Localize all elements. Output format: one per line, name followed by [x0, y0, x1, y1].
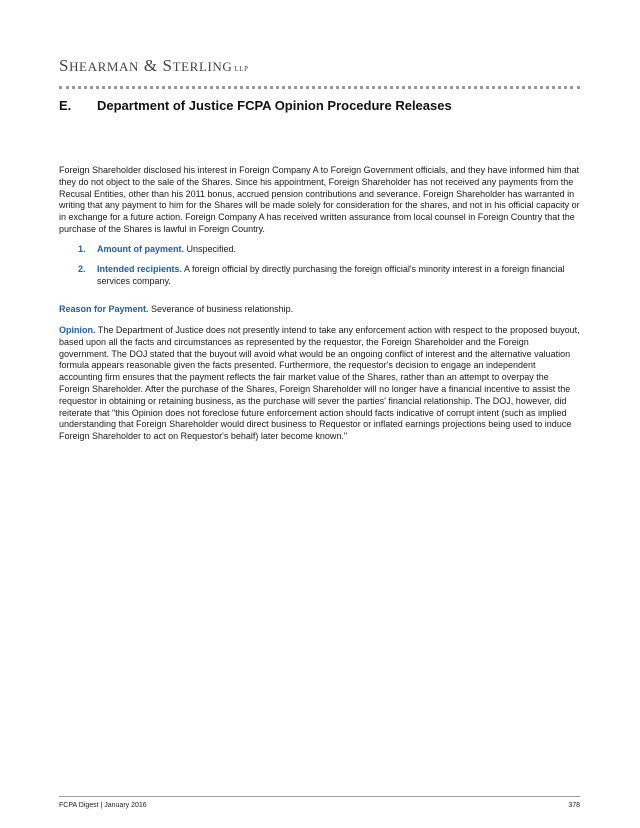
- section-letter: E.: [59, 98, 72, 113]
- section-heading: [59, 98, 580, 113]
- intro-paragraph: Foreign Shareholder disclosed his interest in Foreign Company A to Foreign Government officials, and they have informed him that they do not object to the sale of the Shares. Since his appointment, Foreign Shareholder has not received any payments from the Recusal Entities, other than his 2011 bonus, accrued pension contributions and severance. Foreign Shareholder has warranted in writing that any payment to him for the Shares will be made solely for consideration for the shares, and not in his official capacity or in exchange for a future action. Foreign Company A has received written assurance from local counsel in Foreign Country that the purchase of the Shares is lawful in Foreign Country.: [59, 165, 580, 234]
- logo-ampersand: &: [139, 56, 163, 75]
- reason-text: Severance of business relationship.: [148, 304, 294, 314]
- footer-publication: FCPA Digest | January 2016: [59, 802, 147, 809]
- opinion-label: Opinion.: [59, 325, 96, 335]
- logo-text: TERLING: [172, 59, 233, 74]
- footer-divider: [59, 796, 580, 797]
- opinion-paragraph: [59, 325, 580, 443]
- page-number: 378: [568, 802, 580, 809]
- opinion-text: The Department of Justice does not presently intend to take any enforcement action with respect to the proposed buyout, based upon all the facts and circumstances as represented by the requestor, the Foreign Shareholder and the Foreign government. The DOJ stated that the buyout will avoid what would be an ongoing conflict of interest and the alternative valuation formula appears reasonable given the facts presented. Furthermore, the requestor's decision to engage an independent accounting firm ensures that the payment reflects the fair market value of the Shares, rather than an attempt to overpay the Foreign Shareholder. After the purchase of the Shares, Foreign Shareholder will no longer have a financial incentive to assist the requestor in obtaining or retaining business, as the purchase will sever the parties' financial relationship. The DOJ, however, did reiterate that "this Opinion does not foreclose future enforcement action should facts indicative of corrupt intent (such as implied understanding that Foreign Shareholder would direct business to Requestor or inflated earnings projections being used to induce Foreign Shareholder to act on Requestor's behalf) later become known.": [59, 325, 580, 442]
- list-item-text: A foreign official by directly purchasing the foreign official's minority interest in a foreign financial services company.: [97, 263, 565, 286]
- firm-logo: [59, 56, 249, 76]
- header-divider: [59, 86, 580, 89]
- list-item-text: Unspecified.: [184, 244, 237, 254]
- logo-letter: S: [59, 56, 70, 75]
- section-title: Department of Justice FCPA Opinion Procedure Releases: [97, 98, 452, 113]
- reason-label: Reason for Payment.: [59, 304, 149, 314]
- list-item-label: Intended recipients.: [97, 263, 183, 274]
- list-item-number: 2.: [78, 263, 86, 274]
- list-item-body: [97, 264, 580, 288]
- list-item: [59, 244, 580, 256]
- logo-letter: S: [162, 56, 173, 75]
- logo-text: HEARMAN: [69, 59, 139, 74]
- list-item-number: 1.: [78, 244, 86, 254]
- list-item-body: [97, 244, 580, 256]
- logo-llp: LLP: [234, 65, 249, 73]
- list-item-label: Amount of payment.: [97, 244, 184, 254]
- numbered-list: [59, 244, 580, 295]
- reason-paragraph: [59, 304, 580, 316]
- list-item: [59, 264, 580, 288]
